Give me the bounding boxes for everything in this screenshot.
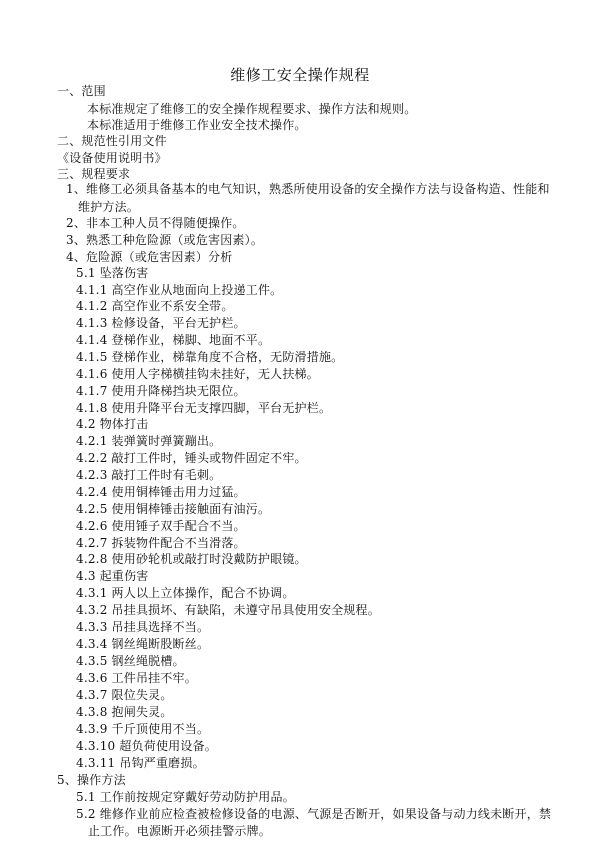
list-item: 4.3.8 抱闸失灵。 [76, 705, 173, 719]
list-item: 4.2.5 使用铜棒锤击接触面有油污。 [76, 502, 271, 516]
list-item: 4.3.10 超负荷使用设备。 [76, 739, 217, 753]
list-item: 4.3.6 工件吊挂不牢。 [76, 671, 197, 685]
list-item: 3、熟悉工种危险源（或危害因素）。 [66, 233, 264, 247]
list-item: 4.1.6 使用人字梯横挂钩未挂好，无人扶梯。 [76, 367, 319, 381]
section-heading-scope: 一、范围 [57, 84, 106, 98]
list-item: 4.3.11 吊钩严重磨损。 [76, 756, 205, 770]
subsection-heading: 4.2 物体打击 [76, 417, 149, 431]
list-item: 4.1.7 使用升降梯挡块无限位。 [76, 384, 246, 398]
document-title: 维修工安全操作规程 [230, 66, 370, 84]
list-item: 4.2.2 敲打工件时，锤头或物件固定不牢。 [76, 451, 307, 465]
list-item: 4.3.2 吊挂具损坏、有缺陷，未遵守吊具使用安全规程。 [76, 603, 380, 617]
section-heading-methods: 5、操作方法 [57, 773, 126, 787]
list-item: 4.1.4 登梯作业，梯脚、地面不平。 [76, 333, 271, 347]
list-item: 4.1.3 检修设备，平台无护栏。 [76, 316, 246, 330]
list-item: 4、危险源（或危害因素）分析 [66, 250, 233, 264]
list-item: 4.3.3 吊挂具选择不当。 [76, 620, 210, 634]
list-item: 5.1 工作前按规定穿戴好劳动防护用品。 [76, 790, 295, 804]
list-item: 4.3.7 限位失灵。 [76, 688, 173, 702]
list-item: 4.3.9 千斤顶使用不当。 [76, 722, 210, 736]
paragraph-line: 本标准规定了维修工的安全操作规程要求、操作方法和规则。 [87, 102, 417, 116]
list-item: 4.2.4 使用铜棒锤击用力过猛。 [76, 485, 246, 499]
list-item: 5.2 维修作业前应检查被检修设备的电源、气源是否断开，如果设备与动力线未断开，禁 [76, 807, 552, 821]
list-item: 4.3.5 钢丝绳脱槽。 [76, 654, 185, 668]
list-item: 4.1.2 高空作业不系安全带。 [76, 299, 234, 313]
list-item: 4.2.8 使用砂轮机或敲打时没戴防护眼镜。 [76, 552, 307, 566]
list-item: 4.2.7 拆装物件配合不当滑落。 [76, 536, 246, 550]
list-item: 4.1.8 使用升降平台无支撑四脚，平台无护栏。 [76, 401, 332, 415]
list-item: 4.1.5 登梯作业，梯靠角度不合格，无防滑措施。 [76, 350, 344, 364]
list-item: 4.3.1 两人以上立体操作，配合不协调。 [76, 586, 295, 600]
subsection-heading: 4.3 起重伤害 [76, 569, 149, 583]
list-item-continuation: 止工作。电源断开必须挂警示牌。 [88, 824, 272, 838]
reference-item: 《设备使用说明书》 [57, 151, 167, 165]
list-item: 2、非本工种人员不得随便操作。 [66, 216, 245, 230]
list-item: 4.1.1 高空作业从地面向上投递工件。 [76, 283, 283, 297]
section-heading-references: 二、规范性引用文件 [57, 134, 167, 148]
list-item-continuation: 维护方法。 [78, 200, 140, 214]
list-item: 4.3.4 钢丝绳断股断丝。 [76, 637, 210, 651]
subsection-heading: 5.1 坠落伤害 [76, 266, 149, 280]
list-item: 4.2.3 敲打工件时有毛刺。 [76, 468, 222, 482]
list-item: 4.2.1 装弹簧时弹簧蹦出。 [76, 434, 222, 448]
list-item: 1、维修工必须具备基本的电气知识，熟悉所使用设备的安全操作方法与设备构造、性能和 [66, 182, 550, 196]
list-item: 4.2.6 使用锤子双手配合不当。 [76, 519, 246, 533]
section-heading-requirements: 三、规程要求 [57, 167, 131, 181]
paragraph-line: 本标准适用于维修工作业安全技术操作。 [87, 118, 307, 132]
